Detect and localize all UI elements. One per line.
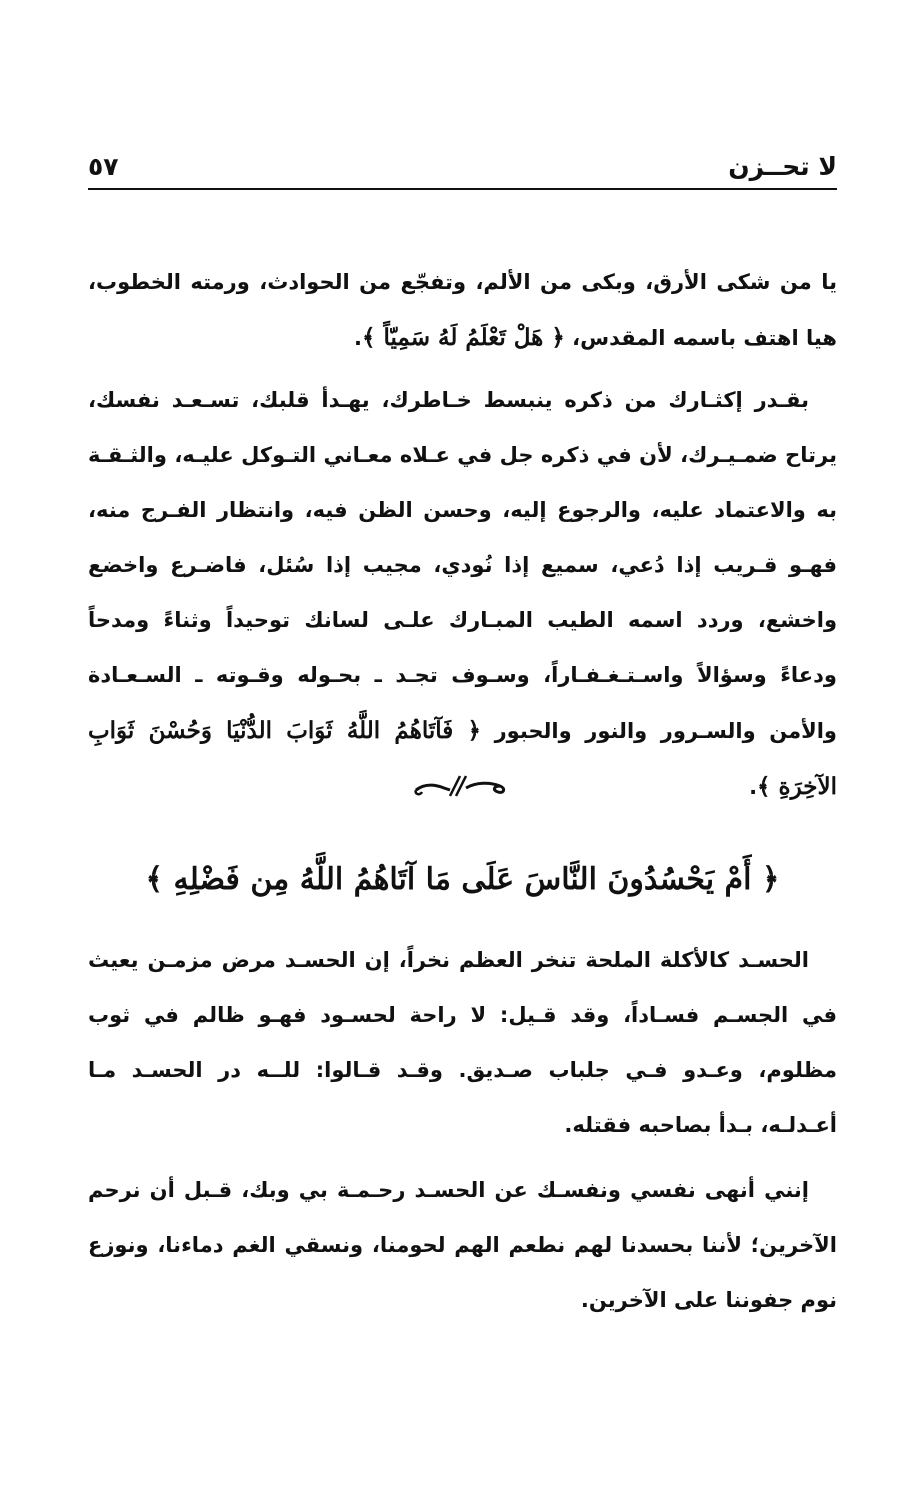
decorative-divider-icon [410,768,510,804]
paragraph-text: إنني أنهى نفسي ونفسـك عن الحسـد رحـمـة بي وبك، قـبل أن نرحم الآخرين؛ لأننا بحسدنا لهم نطعم الهم لحومنا، ونسقي الغم دماءنا، ونوزع نوم جفوننا على الآخرين. [88,1178,837,1312]
paragraph-1 [88,255,837,366]
paragraph-2 [88,373,837,815]
paragraph-ending: . [749,775,758,799]
book-title: لا تحــزن [728,152,837,181]
page-header [88,150,837,190]
page-number: ٥٧ [88,152,119,181]
paragraph-text: بقـدر إكثـارك من ذكره ينبسط خـاطرك، يهـدأ قلبك، تسـعـد نفسك، يرتاح ضمـيـرك، لأن في ذكره جل في عـلاه معـاني التـوكل عليـه، والثـقـة به والاعتماد عليه، والرجوع إليه، وحسن الظن فيه، وانتظار الفـرج منه، فهـو قـريب إذا دُعي، سميع إذا نُودي، مجيب إذا سُئل، فاضـرع واخضع واخشع، وردد اسمه الطيب المبـارك علـى لسانك توحيداً وثناءً ومدحاً ودعاءً وسؤالاً واسـتـغـفـاراً، وسـوف تجـد ـ بحـوله وقـوته ـ السـعـادة والأمن والسـرور والنور والحبور [88,388,837,743]
section-heading: ﴿ أَمْ يَحْسُدُونَ النَّاسَ عَلَى مَا آتَاهُمُ اللَّهُ مِن فَضْلِهِ ﴾ [145,862,780,897]
quran-verse: ﴿ فَآتَاهُمُ اللَّهُ ثَوَابَ الدُّنْيَا وَحُسْنَ ثَوَابِ الآخِرَةِ ﴾ [88,717,837,800]
paragraph-text: يا من شكى الأرق، وبكى من الألم، وتفجّع من الحوادث، ورمته الخطوب، هيا اهتف باسمه المقدس، [88,270,837,350]
paragraph-4 [88,1163,837,1328]
paragraph-3 [88,933,837,1153]
paragraph-ending: . [354,326,362,350]
paragraph-text: الحسـد كالأكلة الملحة تنخر العظم نخراً، إن الحسـد مرض مزمـن يعيث في الجسـم فسـاداً، وقد قـيل: لا راحة لحسـود فهـو ظالم في ثوب مظلوم، وعـدو فـي جلباب صـديق. وقـد قـالوا: للــه در الحسـد مـا أعـدلـه، بـدأ بصاحبه فقتله. [88,948,837,1137]
quran-verse: ﴿ هَلْ تَعْلَمُ لَهُ سَمِيّاً ﴾ [361,324,565,351]
